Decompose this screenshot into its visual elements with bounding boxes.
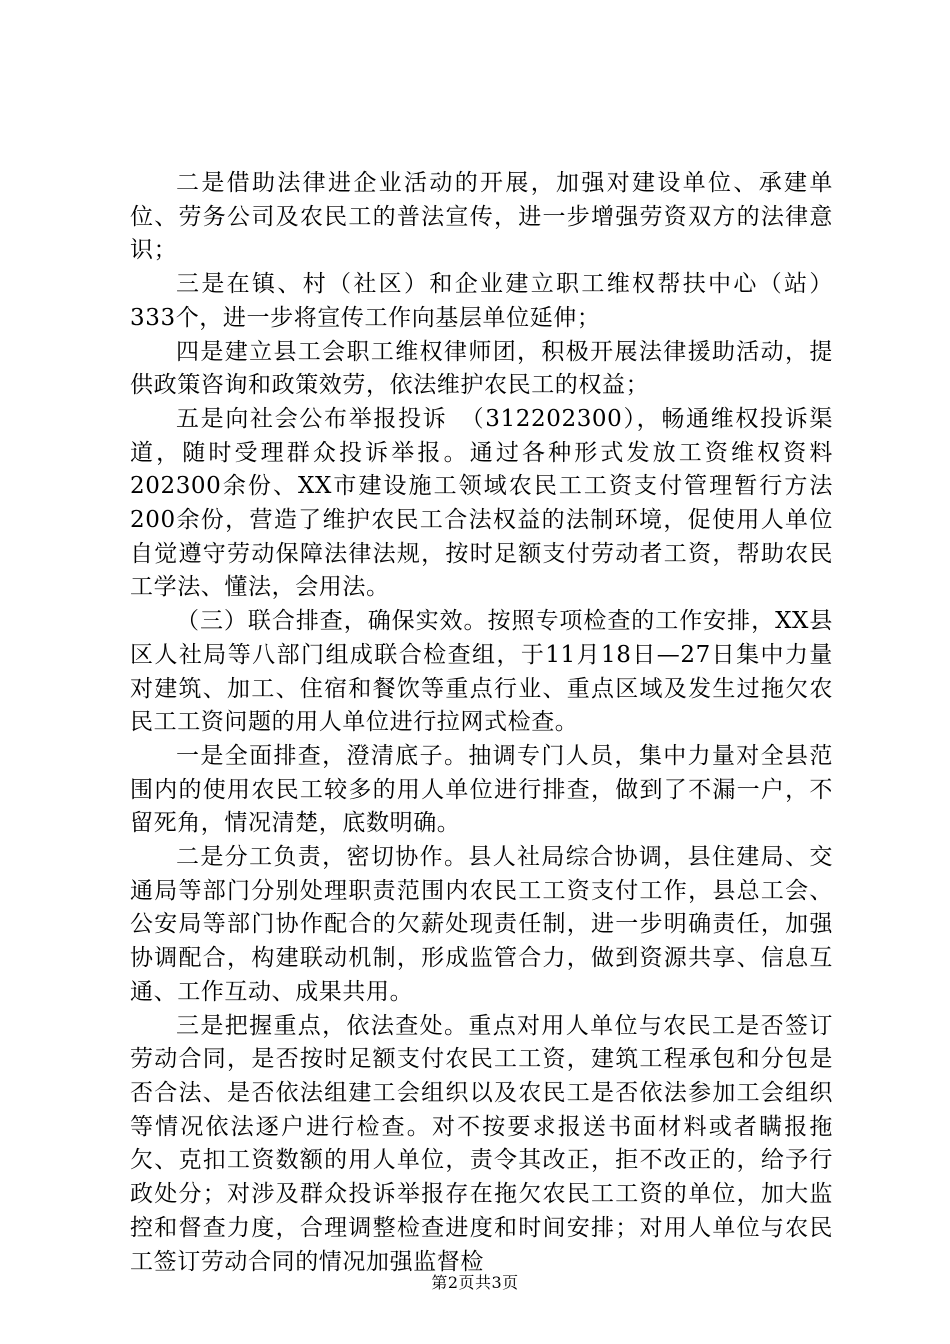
paragraph-5: （三）联合排查，确保实效。按照专项检查的工作安排，XX县区人社局等八部门组成联合检查组，于11月18日—27日集中力量对建筑、加工、住宿和餐饮等重点行业、重点区域及发生过拖欠农民工工资问题的用人单位进行拉网式检查。 — [130, 608, 833, 736]
paragraph-1: 二是借助法律进企业活动的开展，加强对建设单位、承建单位、劳务公司及农民工的普法宣传，进一步增强劳资双方的法律意识； — [130, 170, 833, 264]
paragraph-7: 二是分工负责，密切协作。县人社局综合协调，县住建局、交通局等部门分别处理职责范围内农民工工资支付工作，县总工会、公安局等部门协作配合的欠薪处现责任制，进一步明确责任，加强协调配合，构建联动机制，形成监管合力，做到资源共享、信息互通、工作互动、成果共用。 — [130, 844, 833, 1005]
document-body — [130, 167, 833, 1279]
page-total: 共3页 — [475, 1273, 519, 1292]
paragraph-8: 三是把握重点，依法查处。重点对用人单位与农民工是否签订劳动合同，是否按时足额支付农民工工资，建筑工程承包和分包是否合法、是否依法组建工会组织以及农民工是否依法参加工会组织等情况依法逐户进行检查。对不按要求报送书面材料或者瞒报拖欠、克扣工资数额的用人单位，责令其改正，拒不改正的，给予行政处分；对涉及群众投诉举报存在拖欠农民工工资的单位，加大监控和督查力度，合理调整检查进度和时间安排；对用人单位与农民工签订劳动合同的情况加强监督检 — [130, 1012, 833, 1275]
paragraph-2: 三是在镇、村（社区）和企业建立职工维权帮扶中心（站）333个，进一步将宣传工作向基层单位延伸； — [130, 271, 833, 331]
paragraph-4: 五是向社会公布举报投诉 （312202300），畅通维权投诉渠道，随时受理群众投诉举报。通过各种形式发放工资维权资料202300余份、XX市建设施工领域农民工工资支付管理暂行方法200余份，营造了维护农民工合法权益的法制环境，促使用人单位自觉遵守劳动保障法律法规，按时足额支付劳动者工资，帮助农民工学法、懂法，会用法。 — [130, 405, 833, 601]
paragraph-3: 四是建立县工会职工维权律师团，积极开展法律援助活动，提供政策咨询和政策效劳，依法维护农民工的权益； — [130, 338, 833, 399]
paragraph-6: 一是全面排查，澄清底子。抽调专门人员，集中力量对全县范围内的使用农民工较多的用人单位进行排查，做到了不漏一户，不留死角，情况清楚，底数明确。 — [130, 742, 833, 837]
page-footer — [0, 1270, 950, 1293]
page-number: 第2页 — [431, 1273, 475, 1292]
